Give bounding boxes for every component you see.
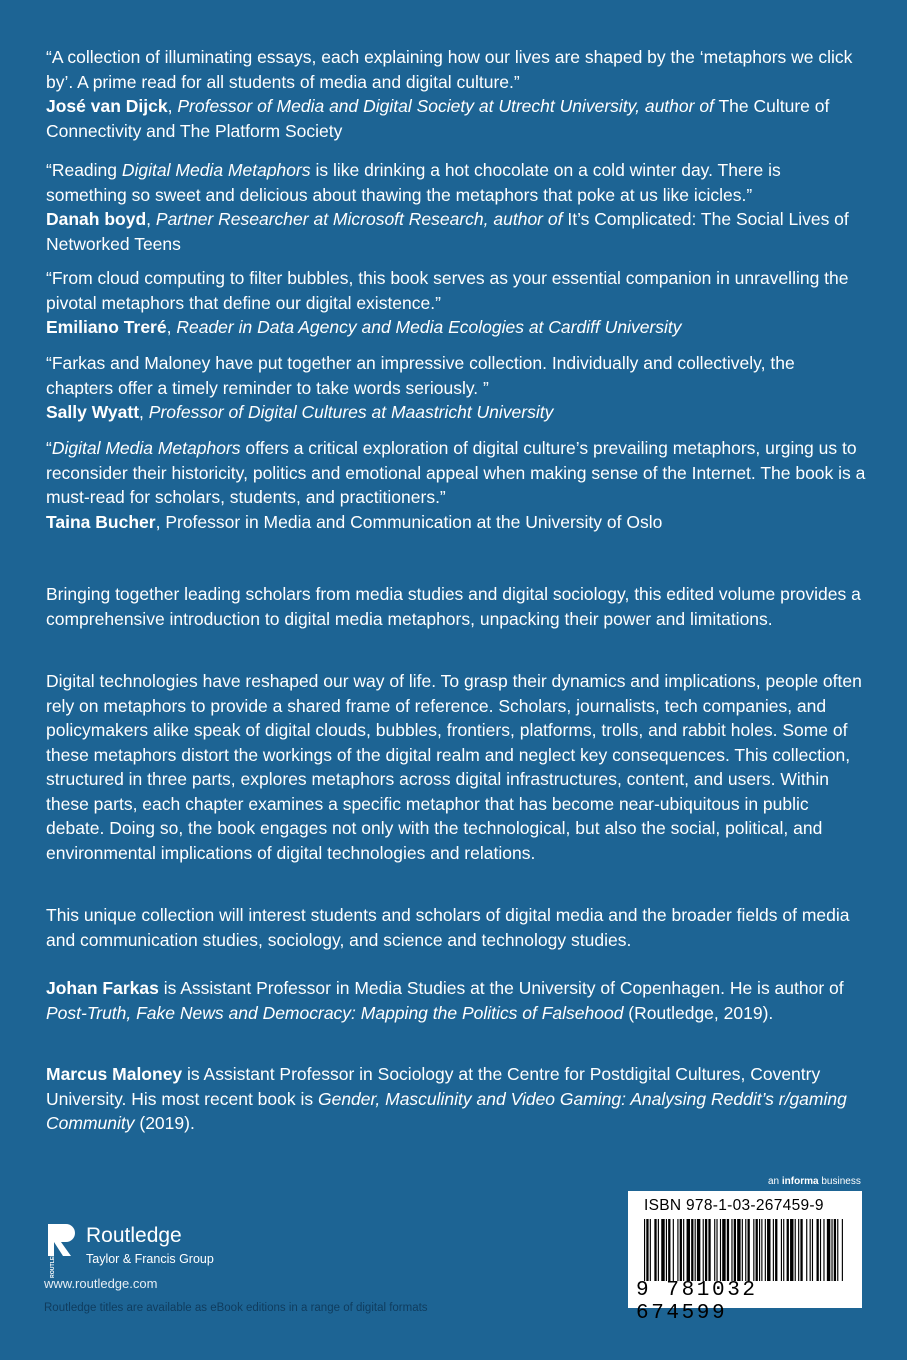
barcode-bar [842, 1219, 843, 1281]
barcode-bars [644, 1219, 844, 1281]
barcode-bar [742, 1219, 743, 1281]
endorsement-quote: “Farkas and Maloney have put together an impressive collection. Individually and collectively, the chapters offer a timely reminder to take words seriously. ” Sally Wyatt, Professor of Digital Cultures at Maastricht University [46, 353, 795, 422]
barcode-bar [748, 1219, 750, 1281]
barcode-bar [646, 1219, 648, 1281]
barcode-bar [767, 1219, 770, 1281]
barcode-bar [781, 1219, 782, 1281]
barcode-bar [668, 1219, 670, 1281]
barcode-bar [759, 1219, 760, 1281]
barcode-digits: 9 781032 674599 [636, 1279, 758, 1325]
barcode-bar [720, 1219, 721, 1281]
barcode-bar [756, 1219, 758, 1281]
endorser-works: The Culture of Connectivity and The Platform Society [46, 96, 830, 141]
barcode-bar [787, 1219, 789, 1281]
barcode-bar [673, 1219, 674, 1281]
barcode-bar [765, 1219, 766, 1281]
barcode-bar [737, 1219, 740, 1281]
isbn-label: ISBN 978-1-03-267459-9 [644, 1197, 824, 1214]
author-bio: Johan Farkas is Assistant Professor in Media Studies at the University of Copenhagen. He is author of Post-Truth, Fake News and Democracy: Mapping the Politics of Falsehood (Routledge, 2019). [46, 978, 844, 1023]
barcode-bar [695, 1219, 696, 1281]
endorser-name: Emiliano Treré [46, 317, 167, 337]
book-title: Digital Media Metaphors [121, 160, 311, 180]
endorsement-quote: “From cloud computing to filter bubbles, this book serves as your essential companion in unravelling the pivotal metaphors that define our digital existence.” Emiliano Treré, Reader in Data Agency and Media Ecologies at Cardiff University [46, 268, 849, 337]
endorser-name: Sally Wyatt [46, 402, 140, 422]
barcode-bar [810, 1219, 811, 1281]
barcode-bar [680, 1219, 682, 1281]
barcode-bar [761, 1219, 762, 1281]
description-paragraph: This unique collection will interest students and scholars of digital media and the broader fields of media and communication studies, sociology, and science and technology studies. [46, 905, 850, 950]
barcode-bar [806, 1219, 807, 1281]
barcode-bar [734, 1219, 736, 1281]
description-paragraph: Bringing together leading scholars from media studies and digital sociology, this edited volume provides a comprehensive introduction to digital media metaphors, unpacking their power and limitations. [46, 584, 861, 629]
barcode-bar [703, 1219, 704, 1281]
publisher-name: Routledge [86, 1224, 182, 1247]
endorser-role: Professor in Media and Communication at the University of Oslo [165, 511, 663, 532]
barcode-bar [658, 1219, 659, 1281]
barcode-bar [831, 1219, 832, 1281]
endorsement-quote: “Reading Digital Media Metaphors is like drinking a hot chocolate on a cold winter day. There is something so sweet and delicious about thawing the metaphors that poke at us like icicles.” Danah boyd, Partner Researcher at Microsoft Research, author of It’s Complicated: The Social Lives of Networked Teens [46, 160, 849, 254]
barcode-bar [827, 1219, 830, 1281]
author-book: Gender, Masculinity and Video Gaming: Analysing Reddit’s r/gaming Community [46, 1088, 847, 1133]
endorser-role: Partner Researcher at Microsoft Research, author of [155, 209, 563, 229]
svg-text:ROUTLEDGE: ROUTLEDGE [50, 1245, 56, 1278]
endorser-role: Professor of Digital Cultures at Maastricht University [148, 402, 554, 422]
author-bio: Marcus Maloney is Assistant Professor in Sociology at the Centre for Postdigital Cultures, Coventry University. His most recent book is Gender, Masculinity and Video Gaming: Analysing Reddit’s r/gaming Community (2019). [46, 1064, 847, 1133]
barcode-bar [795, 1219, 796, 1281]
barcode-bar [714, 1219, 715, 1281]
barcode-bar [644, 1219, 645, 1281]
publisher-url[interactable]: www.routledge.com [44, 1276, 158, 1291]
barcode-bar [716, 1219, 717, 1281]
barcode-bar [817, 1219, 819, 1281]
routledge-logo-icon [44, 1222, 76, 1280]
endorser-name: José van Dijck [46, 96, 168, 116]
barcode-bar [837, 1219, 838, 1281]
endorser-role: Professor of Media and Digital Society at Utrecht University, author of [177, 96, 714, 116]
endorsement-quote: “A collection of illuminating essays, each explaining how our lives are shaped by the ‘metaphors we click by’. A prime read for all students of media and digital culture.” José van Dijck, Professor of Media and Digital Society at Utrecht University, author of The Culture of Connectivity and The Platform Society [46, 47, 853, 141]
barcode-bar [687, 1219, 690, 1281]
barcode-bar [677, 1219, 678, 1281]
barcode-bar [683, 1219, 684, 1281]
barcode-bar [800, 1219, 802, 1281]
barcode-bar [731, 1219, 732, 1281]
barcode-bar [727, 1219, 729, 1281]
barcode-bar [697, 1219, 700, 1281]
barcode-bar [798, 1219, 799, 1281]
description-paragraph: Digital technologies have reshaped our way of life. To grasp their dynamics and implications, people often rely on metaphors to provide a shared frame of reference. Scholars, journalists, tech companies, and policymakers alike speak of digital clouds, bubbles, frontiers, platforms, trolls, and rabbit holes. Some of these metaphors distort the workings of the digital realm and neglect key consequences. This collection, structured in three parts, explores metaphors across digital infrastructures, content, and users. Within these parts, each chapter examines a specific metaphor that has become near-ubiquitous in public debate. Doing so, the book engages not only with the technological, but also the social, political, and environmental implications of digital technologies and relations. [46, 671, 862, 863]
endorser-name: Danah boyd [46, 209, 147, 229]
endorser-name: Taina Bucher [46, 511, 156, 532]
barcode-bar [834, 1219, 836, 1281]
barcode-bar [705, 1219, 707, 1281]
barcode-bar [812, 1219, 813, 1281]
author-name: Marcus Maloney [46, 1064, 183, 1084]
barcode-bar [661, 1219, 664, 1281]
barcode-bar [773, 1219, 774, 1281]
barcode-bar [691, 1219, 693, 1281]
endorser-works: It’s Complicated: The Social Lives of Networked Teens [46, 209, 849, 254]
endorsement-quote: “Digital Media Metaphors offers a critical exploration of digital culture’s prevailing metaphors, urging us to reconsider their historicity, politics and emotional appeal when making sense of the Internet. The book is a must-read for scholars, students, and practitioners.” Taina Bucher, Professor in Media and Communication at the University of Oslo [46, 438, 866, 532]
author-book: Post-Truth, Fake News and Democracy: Mapping the Politics of Falsehood [46, 1002, 624, 1023]
endorser-role: Reader in Data Agency and Media Ecologies at Cardiff University [176, 317, 682, 337]
ebook-note: Routledge titles are available as eBook editions in a range of digital formats [44, 1302, 428, 1314]
barcode-bar [775, 1219, 777, 1281]
barcode-bar [820, 1219, 821, 1281]
barcode-bar [823, 1219, 824, 1281]
author-name: Johan Farkas [46, 978, 159, 998]
isbn-barcode [628, 1191, 862, 1325]
barcode-bar [650, 1219, 651, 1281]
barcode-bar [722, 1219, 725, 1281]
informa-tagline: an informa business [768, 1176, 861, 1187]
barcode-bar [666, 1219, 667, 1281]
barcode-bar [753, 1219, 754, 1281]
publisher-group: Taylor & Francis Group [86, 1252, 214, 1266]
barcode-bar [745, 1219, 746, 1281]
book-title: Digital Media Metaphors [51, 438, 241, 458]
barcode-bar [790, 1219, 793, 1281]
barcode-bar [783, 1219, 784, 1281]
barcode-bar [654, 1219, 656, 1281]
barcode-bar [708, 1219, 710, 1281]
